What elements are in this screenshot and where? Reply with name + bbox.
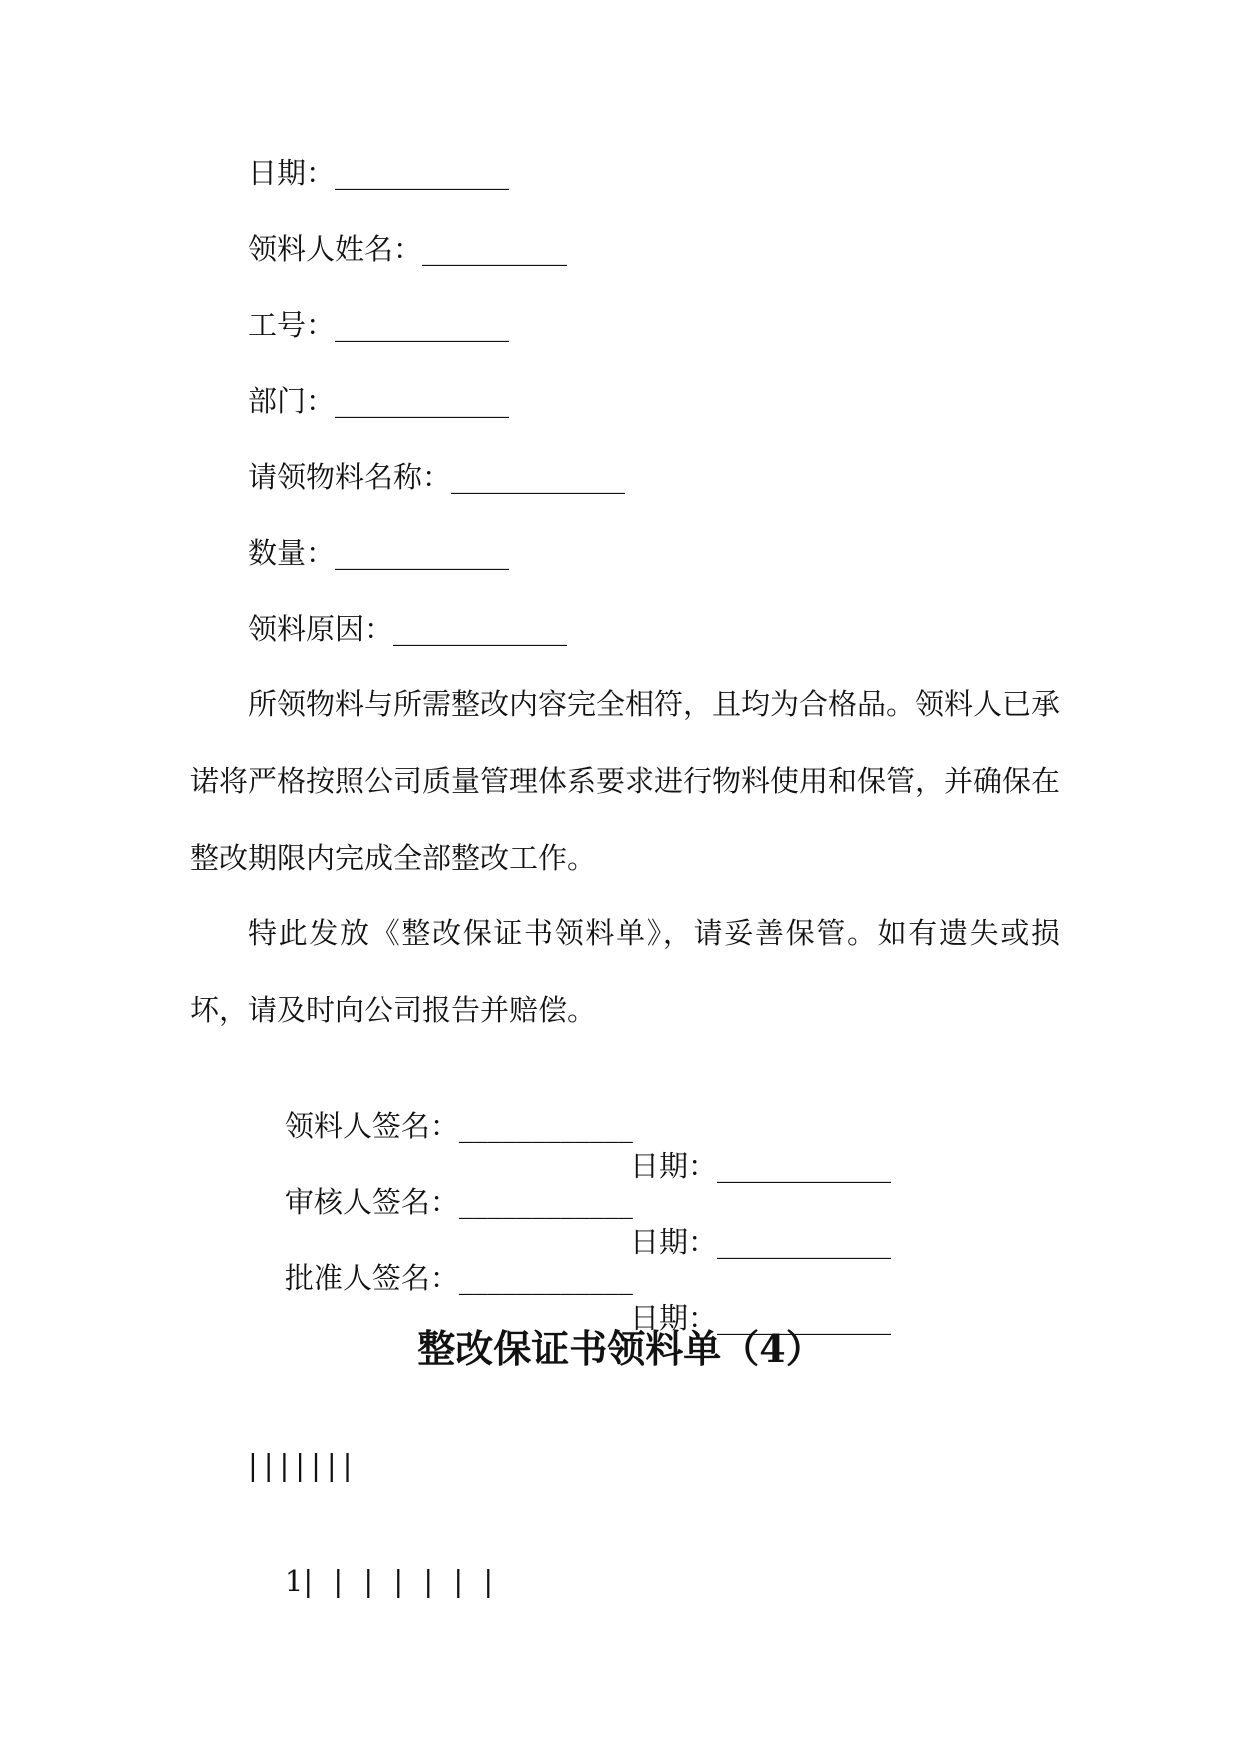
field-reason: 领料原因：____________ <box>248 612 568 646</box>
signature-reviewer-date: 日期：____________ <box>630 1225 892 1259</box>
table-cell: | <box>363 1564 374 1598</box>
signature-approver: 批准人签名：____________ <box>284 1261 633 1295</box>
table-fragment-header: ||||||| <box>248 1448 359 1482</box>
signature-reviewer: 审核人签名：____________ <box>284 1185 633 1219</box>
section-title: 整改保证书领料单（4） <box>417 1326 824 1371</box>
table-cell: | <box>393 1564 404 1598</box>
table-row-number: 1| <box>284 1564 314 1598</box>
field-quantity: 数量：____________ <box>248 536 510 570</box>
table-fragment-row-1 <box>248 1521 493 1641</box>
signature-receiver-date: 日期：____________ <box>630 1149 892 1183</box>
table-cell: | <box>453 1564 464 1598</box>
paragraph-commitment: 所领物料与所需整改内容完全相符，且均为合格品。领料人已承诺将严格按照公司质量管理体系要求进行物料使用和保管，并确保在整改期限内完成全部整改工作。 <box>190 687 1061 875</box>
table-cell: | <box>483 1564 494 1598</box>
field-receiver-name: 领料人姓名：__________ <box>248 232 568 266</box>
signature-approver-date: 日期：____________ <box>630 1301 892 1335</box>
field-material-name: 请领物料名称：____________ <box>248 460 626 494</box>
field-department: 部门：____________ <box>248 384 510 418</box>
signature-receiver: 领料人签名：____________ <box>284 1109 633 1143</box>
table-cell: | <box>423 1564 434 1598</box>
field-date: 日期：____________ <box>248 156 510 190</box>
field-employee-id: 工号：____________ <box>248 308 510 342</box>
table-cell: | <box>333 1564 344 1598</box>
paragraph-notice: 特此发放《整改保证书领料单》，请妥善保管。如有遗失或损坏，请及时向公司报告并赔偿。 <box>190 916 1060 1027</box>
